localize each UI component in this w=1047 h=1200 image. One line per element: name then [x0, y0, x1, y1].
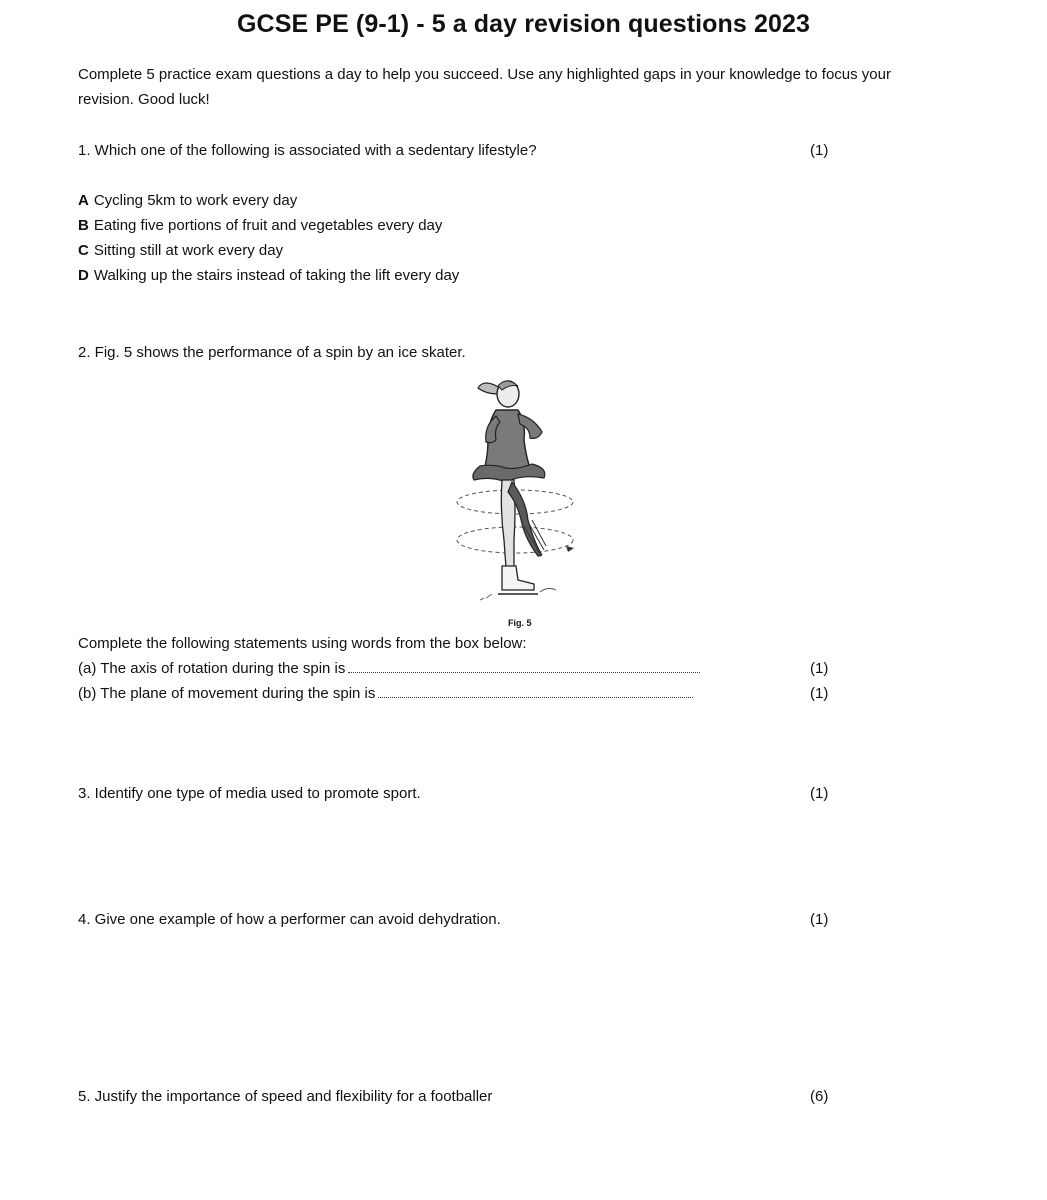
option-letter: B: [78, 217, 89, 234]
question-1-option-b: [78, 213, 442, 238]
question-2-part-a: [78, 656, 700, 681]
option-text: Sitting still at work every day: [93, 242, 284, 259]
question-1-option-a: [78, 188, 297, 213]
option-text: Cycling 5km to work every day: [93, 192, 298, 209]
option-text: Eating five portions of fruit and vegetables every day: [93, 217, 443, 234]
page-title: GCSE PE (9-1) - 5 a day revision questions 2023: [237, 10, 810, 38]
option-letter: A: [78, 192, 89, 209]
question-2-part-a-marks: (1): [810, 660, 829, 677]
question-1-text: 1. Which one of the following is associated with a sedentary lifestyle?: [78, 142, 537, 159]
ice-skater-figure: [440, 370, 610, 610]
option-letter: C: [78, 242, 89, 259]
question-2-text: 2. Fig. 5 shows the performance of a spin by an ice skater.: [78, 344, 466, 361]
question-1-marks: (1): [810, 142, 829, 159]
part-b-text: (b) The plane of movement during the spin is: [78, 685, 376, 702]
question-3-text: 3. Identify one type of media used to promote sport.: [78, 785, 421, 802]
question-5-text: 5. Justify the importance of speed and flexibility for a footballer: [78, 1088, 493, 1105]
figure-caption: Fig. 5: [508, 618, 532, 628]
intro-text: Complete 5 practice exam questions a day to help you succeed. Use any highlighted gaps in your knowledge to focus your revision. Good luck!: [78, 66, 891, 108]
question-4-marks: (1): [810, 911, 829, 928]
question-5-marks: (6): [810, 1088, 829, 1105]
question-1-option-d: [78, 263, 459, 288]
rotation-arrow-icon: [566, 546, 574, 552]
answer-line-b[interactable]: [378, 683, 693, 698]
question-3-marks: (1): [810, 785, 829, 802]
skate-boot: [502, 566, 534, 590]
part-a-text: (a) The axis of rotation during the spin is: [78, 660, 346, 677]
answer-line-a[interactable]: [348, 658, 700, 673]
question-4-text: 4. Give one example of how a performer can avoid dehydration.: [78, 911, 501, 928]
question-2-instruction: Complete the following statements using words from the box below:: [78, 635, 527, 652]
question-1-option-c: [78, 238, 283, 263]
question-2-part-b: [78, 681, 693, 706]
option-letter: D: [78, 267, 89, 284]
question-2-part-b-marks: (1): [810, 685, 829, 702]
option-text: Walking up the stairs instead of taking the lift every day: [93, 267, 460, 284]
